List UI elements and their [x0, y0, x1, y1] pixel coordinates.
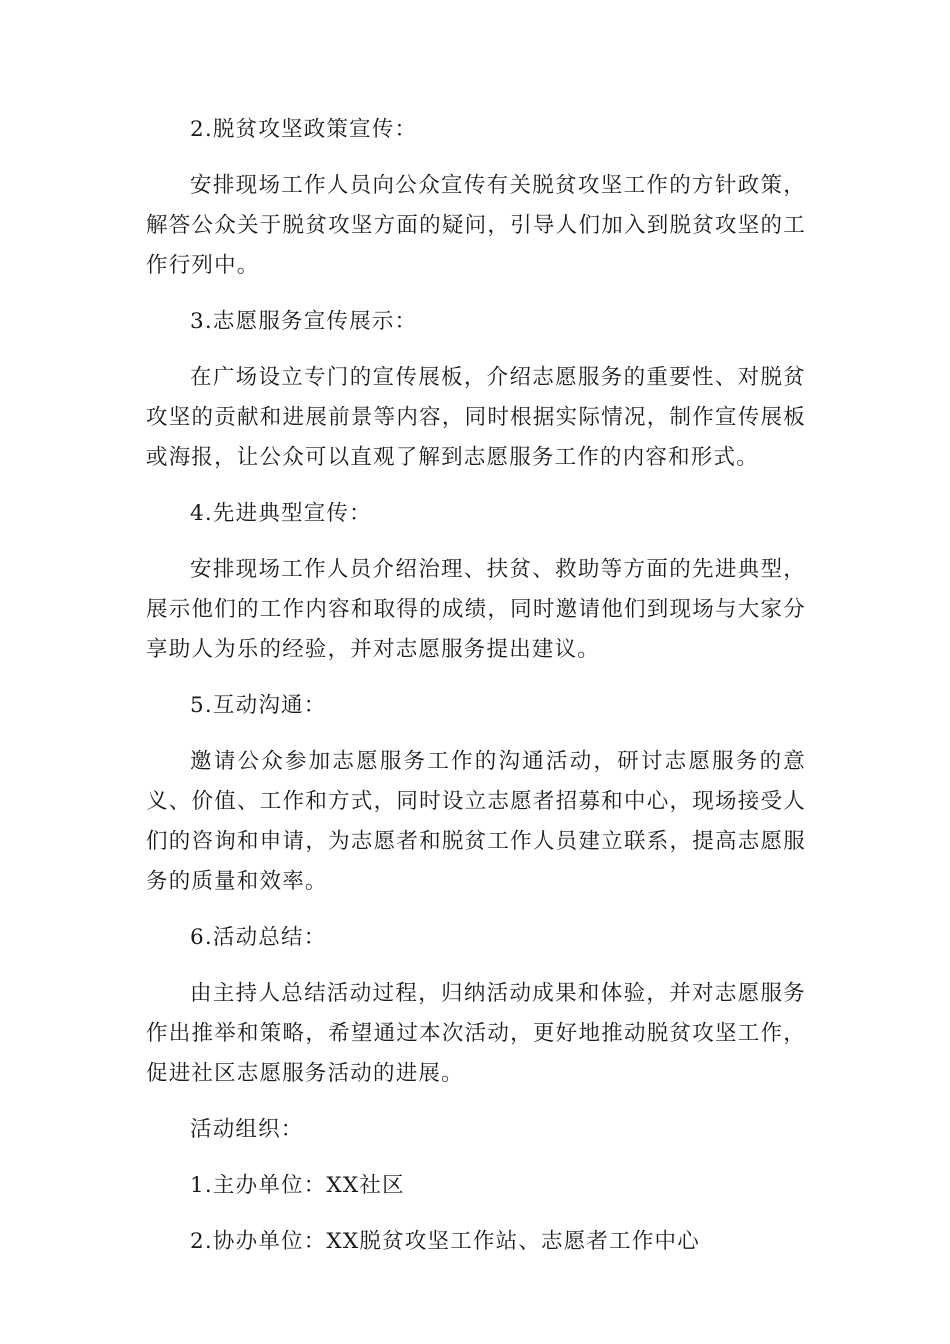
section-text-role-models: 安排现场工作人员介绍治理、扶贫、救助等方面的先进典型，展示他们的工作内容和取得的成绩，同时邀请他们到现场与大家分享助人为乐的经验，并对志愿服务提出建议。: [146, 557, 806, 662]
section-text-summary: 由主持人总结活动过程，归纳活动成果和体验，并对志愿服务作出推举和策略，希望通过本次活动，更好地推动脱贫攻坚工作，促进社区志愿服务活动的进展。: [146, 981, 806, 1086]
section-heading-role-models: 4.先进典型宣传：: [190, 501, 372, 526]
section-heading-interaction: 5.互动沟通：: [190, 693, 327, 718]
section-text-policy: 安排现场工作人员向公众宣传有关脱贫攻坚工作的方针政策，解答公众关于脱贫攻坚方面的疑问，引导人们加入到脱贫攻坚的工作行列中。: [146, 173, 806, 278]
section-text-volunteer-display: 在广场设立专门的宣传展板，介绍志愿服务的重要性、对脱贫攻坚的贡献和进展前景等内容，同时根据实际情况，制作宣传展板或海报，让公众可以直观了解到志愿服务工作的内容和形式。: [146, 365, 806, 470]
organizer-co-host: 2.协办单位：XX脱贫攻坚工作站、志愿者工作中心: [190, 1229, 700, 1254]
section-heading-organization: 活动组织：: [190, 1117, 304, 1142]
section-heading-volunteer-display: 3.志愿服务宣传展示：: [190, 309, 418, 334]
document-body: [146, 110, 806, 1278]
organizer-host: 1.主办单位：XX社区: [190, 1173, 405, 1198]
section-text-interaction: 邀请公众参加志愿服务工作的沟通活动，研讨志愿服务的意义、价值、工作和方式，同时设立志愿者招募和中心，现场接受人们的咨询和申请，为志愿者和脱贫工作人员建立联系，提高志愿服务的质量和效率。: [146, 749, 806, 894]
section-heading-summary: 6.活动总结：: [190, 925, 327, 950]
section-heading-policy: 2.脱贫攻坚政策宣传：: [190, 117, 418, 142]
